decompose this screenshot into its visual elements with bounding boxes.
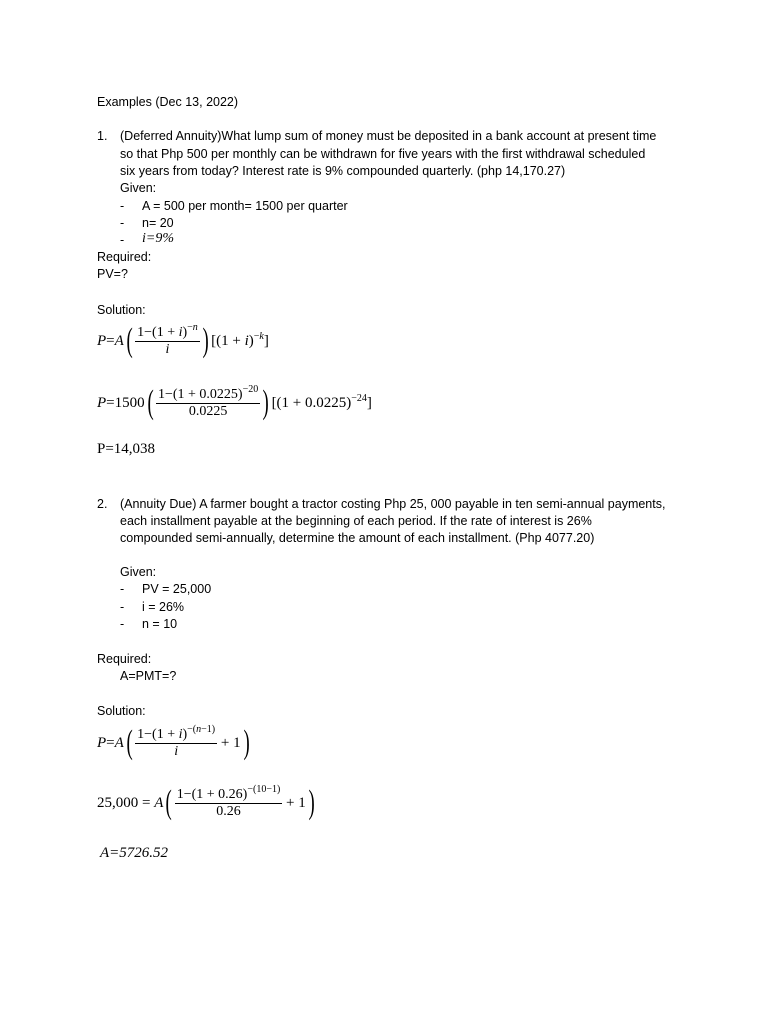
problem-1-line-2: so that Php 500 per monthly can be withdrawn for five years with the first withdrawal scheduled xyxy=(120,147,646,161)
formula-annuity-due: P = A ( $\frac{1-(1 + i)^{-(n-1)}}{i}$ + 1 ) xyxy=(97,723,250,761)
problem-2-solution-label: Solution: xyxy=(97,704,146,718)
bullet-dash: - xyxy=(120,600,125,614)
problem-1-given-item: n= 20 xyxy=(142,216,174,230)
problem-1-given-item: i=9% xyxy=(142,231,174,246)
problem-2-line-2: each installment payable at the beginning of each period. If the rate of interest is 26% xyxy=(120,514,592,528)
problem-2-given-item: n = 10 xyxy=(142,617,178,631)
formula-deferred-annuity: P = A ( $\frac{1-(1 + i)^{-n}}{i}$ ) $[(1 + i)^{-k}]$ xyxy=(97,321,269,359)
bullet-dash: - xyxy=(120,233,125,247)
problem-2-line-3: compounded semi-annually, determine the amount of each installment. (Php 4077.20) xyxy=(120,531,595,545)
bullet-dash: - xyxy=(120,617,125,631)
bullet-dash: - xyxy=(120,216,125,230)
problem-1-result: P=14,038 xyxy=(97,441,156,457)
problem-1-number: 1. xyxy=(97,129,108,143)
problem-2-number: 2. xyxy=(97,497,108,511)
problem-1-required: PV=? xyxy=(97,267,128,281)
problem-2-given-item: i = 26% xyxy=(142,600,185,614)
problem-2-required-label: Required: xyxy=(97,652,152,666)
problem-1-line-1: (Deferred Annuity)What lump sum of money must be deposited in a bank account at present time xyxy=(120,129,657,143)
problem-1-required-label: Required: xyxy=(97,250,152,264)
problem-1-line-3: six years from today? Interest rate is 9% compounded quarterly. (php 14,170.27) xyxy=(120,164,566,178)
bullet-dash: - xyxy=(120,199,125,213)
problem-2-result: A=5726.52 xyxy=(100,845,169,861)
problem-2-given-label: Given: xyxy=(120,565,157,579)
problem-2-given-item: PV = 25,000 xyxy=(142,582,212,596)
formula-deferred-annuity-substituted: P =1500 ( $\frac{1-(1 + 0.0225)^{-20}}{0.0225}$ ) $[(1 + 0.0225)^{-24}]$ xyxy=(97,383,372,421)
problem-1-given-item: A = 500 per month= 1500 per quarter xyxy=(142,199,348,213)
page-title: Examples (Dec 13, 2022) xyxy=(97,95,239,109)
bullet-dash: - xyxy=(120,582,125,596)
problem-2-required: A=PMT=? xyxy=(120,669,177,683)
problem-2-line-1: (Annuity Due) A farmer bought a tractor costing Php 25, 000 payable in ten semi-annual payments, xyxy=(120,497,666,511)
problem-1-given-label: Given: xyxy=(120,181,157,195)
formula-annuity-due-substituted: 25,000 = A ( $\frac{1-(1 + 0.26)^{-(10-1)}}{0.26}$ + 1 ) xyxy=(97,783,315,821)
problem-1-solution-label: Solution: xyxy=(97,303,146,317)
